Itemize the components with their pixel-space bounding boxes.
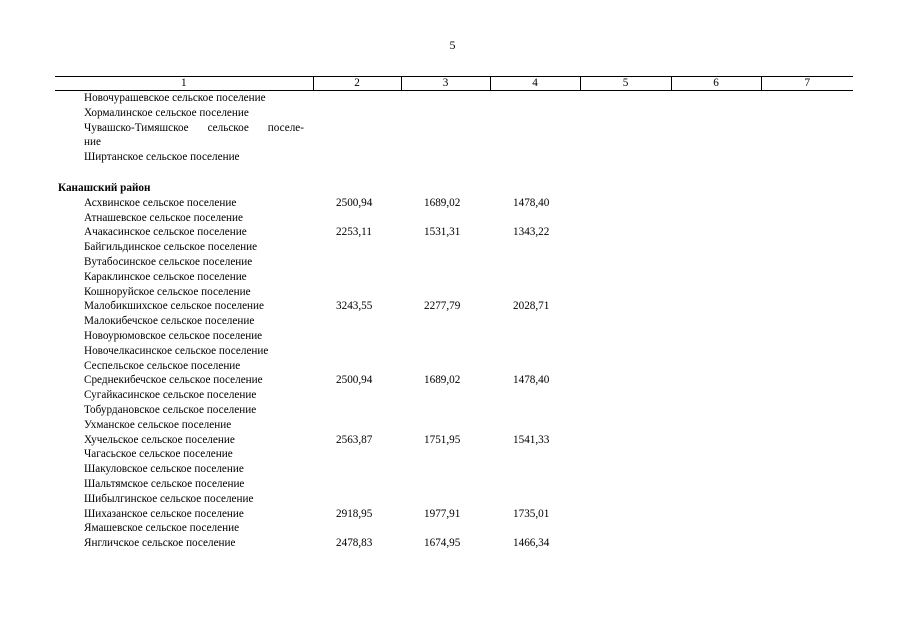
table-row: [55, 373, 853, 388]
col-header-3: 3: [401, 77, 490, 91]
value-c5: [580, 403, 671, 418]
value-c4: [490, 462, 580, 477]
table-row: [55, 492, 853, 507]
value-c7: [761, 403, 853, 418]
table-row: [55, 285, 853, 300]
settlement-name: Ширтанское сельское поселение: [84, 151, 240, 164]
settlement-name: Новочелкасинское сельское поселение: [84, 344, 269, 357]
value-c7: [761, 196, 853, 211]
value-c4: [490, 240, 580, 255]
value-c3: [401, 270, 490, 285]
value-c7: [761, 373, 853, 388]
value-c7: [761, 329, 853, 344]
spacer-row: [55, 165, 853, 181]
value-c4: [490, 359, 580, 374]
value-c4: 1466,34: [513, 537, 550, 550]
value-c5: [580, 211, 671, 226]
value-c6: [671, 373, 761, 388]
value-c4: [490, 388, 580, 403]
value-c7: [761, 344, 853, 359]
value-c4: [490, 314, 580, 329]
value-c5: [580, 91, 671, 106]
value-c7: [761, 418, 853, 433]
settlement-name: Вутабосинское сельское поселение: [84, 255, 253, 268]
value-c6: [671, 462, 761, 477]
value-c2: 2500,94: [336, 374, 373, 387]
value-c5: [580, 462, 671, 477]
settlements-table: [55, 76, 853, 551]
value-c2: [313, 344, 401, 359]
value-c7: [761, 225, 853, 240]
value-c4: 1478,40: [513, 374, 550, 387]
value-c6: [671, 507, 761, 522]
value-c5: [580, 255, 671, 270]
value-c2: [313, 285, 401, 300]
value-c3: 1674,95: [424, 537, 461, 550]
value-c4: 2028,71: [513, 300, 550, 313]
value-c7: [761, 492, 853, 507]
value-c6: [671, 91, 761, 106]
value-c2: 2563,87: [336, 433, 373, 446]
value-c4: [490, 329, 580, 344]
table-row: [55, 299, 853, 314]
value-c7: [761, 240, 853, 255]
table-row: [55, 91, 853, 106]
col-header-6: 6: [671, 77, 761, 91]
col-header-1: 1: [55, 77, 313, 91]
value-c5: [580, 447, 671, 462]
value-c3: [401, 462, 490, 477]
col-header-2: 2: [313, 77, 401, 91]
value-c6: [671, 240, 761, 255]
value-c4: [490, 211, 580, 226]
value-c5: [580, 240, 671, 255]
value-c3: [401, 211, 490, 226]
table-row: [55, 329, 853, 344]
value-c7: [761, 121, 853, 151]
value-c2: [313, 255, 401, 270]
value-c5: [580, 106, 671, 121]
value-c6: [671, 388, 761, 403]
settlement-name: Тобурдановское сельское поселение: [84, 403, 257, 416]
value-c3: [401, 91, 490, 106]
value-c2: [313, 211, 401, 226]
table-row: [55, 270, 853, 285]
table-row: [55, 196, 853, 211]
value-c3: [401, 329, 490, 344]
value-c5: [580, 418, 671, 433]
value-c3: [401, 447, 490, 462]
value-c2: [313, 477, 401, 492]
settlement-name: Хормалинское сельское поселение: [84, 106, 249, 119]
value-c5: [580, 314, 671, 329]
district-row: [55, 181, 853, 196]
value-c7: [761, 106, 853, 121]
table-row: [55, 211, 853, 226]
table-row: [55, 359, 853, 374]
value-c6: [671, 359, 761, 374]
value-c3: [401, 121, 490, 151]
value-c7: [761, 255, 853, 270]
table-row: [55, 344, 853, 359]
value-c2: [313, 150, 401, 165]
table-row: [55, 255, 853, 270]
table-row: [55, 536, 853, 551]
value-c2: 2500,94: [336, 196, 373, 209]
settlement-name: Шальтямское сельское поселение: [84, 477, 245, 490]
value-c3: 1977,91: [424, 507, 461, 520]
settlement-name: Сеспельское сельское поселение: [84, 359, 241, 372]
value-c6: [671, 150, 761, 165]
table-row: [55, 150, 853, 165]
value-c2: [313, 270, 401, 285]
settlement-name: Хучельское сельское поселение: [84, 433, 235, 446]
value-c2: [313, 447, 401, 462]
value-c3: 1751,95: [424, 433, 461, 446]
value-c7: [761, 462, 853, 477]
table-row: [55, 121, 853, 151]
value-c2: [313, 403, 401, 418]
value-c6: [671, 344, 761, 359]
settlement-name: Среднекибечское сельское поселение: [84, 374, 263, 387]
value-c5: [580, 344, 671, 359]
settlement-name: Ухманское сельское поселение: [84, 418, 232, 431]
value-c4: [490, 403, 580, 418]
value-c4: 1343,22: [513, 226, 550, 239]
value-c3: [401, 477, 490, 492]
settlement-name: Кошноруйское сельское поселение: [84, 285, 251, 298]
value-c5: [580, 196, 671, 211]
value-c3: [401, 150, 490, 165]
value-c7: [761, 91, 853, 106]
value-c4: [490, 492, 580, 507]
settlement-name: Атнашевское сельское поселение: [84, 211, 243, 224]
value-c4: [490, 418, 580, 433]
value-c2: [313, 388, 401, 403]
settlement-name: Янгличское сельское поселение: [84, 537, 236, 550]
settlement-name: Ачакасинское сельское поселение: [84, 226, 247, 239]
table-row: [55, 225, 853, 240]
value-c4: [490, 255, 580, 270]
value-c7: [761, 521, 853, 536]
value-c7: [761, 433, 853, 448]
value-c5: [580, 299, 671, 314]
value-c5: [580, 329, 671, 344]
value-c2: [313, 314, 401, 329]
table-row: [55, 106, 853, 121]
value-c6: [671, 329, 761, 344]
settlement-name-line1: Чувашско-Тимяшское сельское поселе-: [84, 121, 304, 134]
value-c3: [401, 388, 490, 403]
value-c3: [401, 403, 490, 418]
district-heading: Канашский район: [58, 181, 151, 194]
value-c7: [761, 388, 853, 403]
value-c5: [580, 270, 671, 285]
value-c2: 2478,83: [336, 537, 373, 550]
value-c6: [671, 477, 761, 492]
table-row: [55, 521, 853, 536]
col-header-7: 7: [761, 77, 853, 91]
value-c6: [671, 225, 761, 240]
value-c3: 1689,02: [424, 374, 461, 387]
value-c5: [580, 225, 671, 240]
table-row: [55, 507, 853, 522]
value-c5: [580, 373, 671, 388]
value-c7: [761, 507, 853, 522]
value-c5: [580, 388, 671, 403]
value-c5: [580, 507, 671, 522]
table-row: [55, 447, 853, 462]
value-c5: [580, 433, 671, 448]
table-row: [55, 314, 853, 329]
value-c4: [490, 121, 580, 151]
value-c6: [671, 433, 761, 448]
value-c6: [671, 521, 761, 536]
settlement-name: Чагасьское сельское поселение: [84, 448, 233, 461]
value-c6: [671, 536, 761, 551]
settlement-name: Асхвинское сельское поселение: [84, 196, 237, 209]
value-c4: 1735,01: [513, 507, 550, 520]
value-c2: [313, 121, 401, 151]
value-c3: [401, 521, 490, 536]
value-c5: [580, 359, 671, 374]
value-c5: [580, 285, 671, 300]
value-c7: [761, 477, 853, 492]
value-c2: [313, 462, 401, 477]
value-c6: [671, 299, 761, 314]
settlement-name: Караклинское сельское поселение: [84, 270, 247, 283]
value-c7: [761, 211, 853, 226]
value-c3: [401, 106, 490, 121]
value-c6: [671, 492, 761, 507]
value-c3: [401, 492, 490, 507]
value-c3: [401, 344, 490, 359]
table-row: [55, 388, 853, 403]
value-c6: [671, 314, 761, 329]
value-c7: [761, 447, 853, 462]
settlement-name-line2: ние: [84, 136, 101, 149]
value-c6: [671, 106, 761, 121]
value-c2: [313, 359, 401, 374]
col-header-4: 4: [490, 77, 580, 91]
value-c7: [761, 314, 853, 329]
settlement-name: Новочурашевское сельское поселение: [84, 92, 266, 104]
value-c6: [671, 196, 761, 211]
value-c7: [761, 150, 853, 165]
settlement-name: Новоурюмовское сельское поселение: [84, 329, 263, 342]
value-c6: [671, 211, 761, 226]
value-c4: 1478,40: [513, 196, 550, 209]
value-c2: [313, 521, 401, 536]
table-row: [55, 418, 853, 433]
value-c6: [671, 285, 761, 300]
value-c6: [671, 447, 761, 462]
settlement-name: Шихазанское сельское поселение: [84, 507, 244, 520]
value-c2: [313, 492, 401, 507]
settlement-name: Шибылгинское сельское поселение: [84, 492, 254, 505]
value-c6: [671, 270, 761, 285]
value-c7: [761, 536, 853, 551]
value-c5: [580, 150, 671, 165]
settlement-name: Малобикшихское сельское поселение: [84, 300, 264, 313]
value-c3: 2277,79: [424, 300, 461, 313]
value-c4: [490, 150, 580, 165]
value-c4: [490, 477, 580, 492]
table-body: [55, 91, 853, 551]
value-c2: [313, 106, 401, 121]
value-c2: 3243,55: [336, 300, 373, 313]
table-row: [55, 462, 853, 477]
value-c4: [490, 106, 580, 121]
value-c4: 1541,33: [513, 433, 550, 446]
table-row: [55, 240, 853, 255]
value-c7: [761, 270, 853, 285]
settlement-name: [55, 121, 313, 151]
value-c4: [490, 344, 580, 359]
value-c6: [671, 403, 761, 418]
value-c7: [761, 285, 853, 300]
settlement-name: Ямашевское сельское поселение: [84, 522, 240, 535]
value-c4: [490, 270, 580, 285]
value-c6: [671, 255, 761, 270]
table-row: [55, 433, 853, 448]
value-c6: [671, 418, 761, 433]
value-c4: [490, 521, 580, 536]
spacer-cell: [55, 165, 853, 181]
page-number: 5: [449, 38, 456, 52]
column-number-row: [55, 77, 853, 91]
value-c3: [401, 285, 490, 300]
table-row: [55, 403, 853, 418]
value-c3: 1689,02: [424, 196, 461, 209]
value-c2: [313, 91, 401, 106]
value-c3: [401, 240, 490, 255]
value-c7: [761, 299, 853, 314]
value-c3: [401, 359, 490, 374]
value-c7: [761, 359, 853, 374]
value-c6: [671, 121, 761, 151]
value-c3: [401, 314, 490, 329]
value-c5: [580, 536, 671, 551]
value-c4: [490, 91, 580, 106]
value-c5: [580, 121, 671, 151]
value-c2: [313, 329, 401, 344]
value-c5: [580, 521, 671, 536]
value-c4: [490, 447, 580, 462]
value-c2: 2918,95: [336, 507, 373, 520]
settlement-name: Байгильдинское сельское поселение: [84, 241, 258, 254]
value-c2: [313, 418, 401, 433]
value-c5: [580, 492, 671, 507]
value-c5: [580, 477, 671, 492]
value-c2: [313, 240, 401, 255]
value-c3: [401, 418, 490, 433]
value-c3: 1531,31: [424, 226, 461, 239]
value-c2: 2253,11: [336, 226, 372, 239]
settlement-name: Сугайкасинское сельское поселение: [84, 389, 257, 402]
table-row: [55, 477, 853, 492]
col-header-5: 5: [580, 77, 671, 91]
settlement-name: Шакуловское сельское поселение: [84, 463, 244, 476]
value-c4: [490, 285, 580, 300]
value-c3: [401, 255, 490, 270]
settlement-name: Малокибечское сельское поселение: [84, 315, 255, 328]
